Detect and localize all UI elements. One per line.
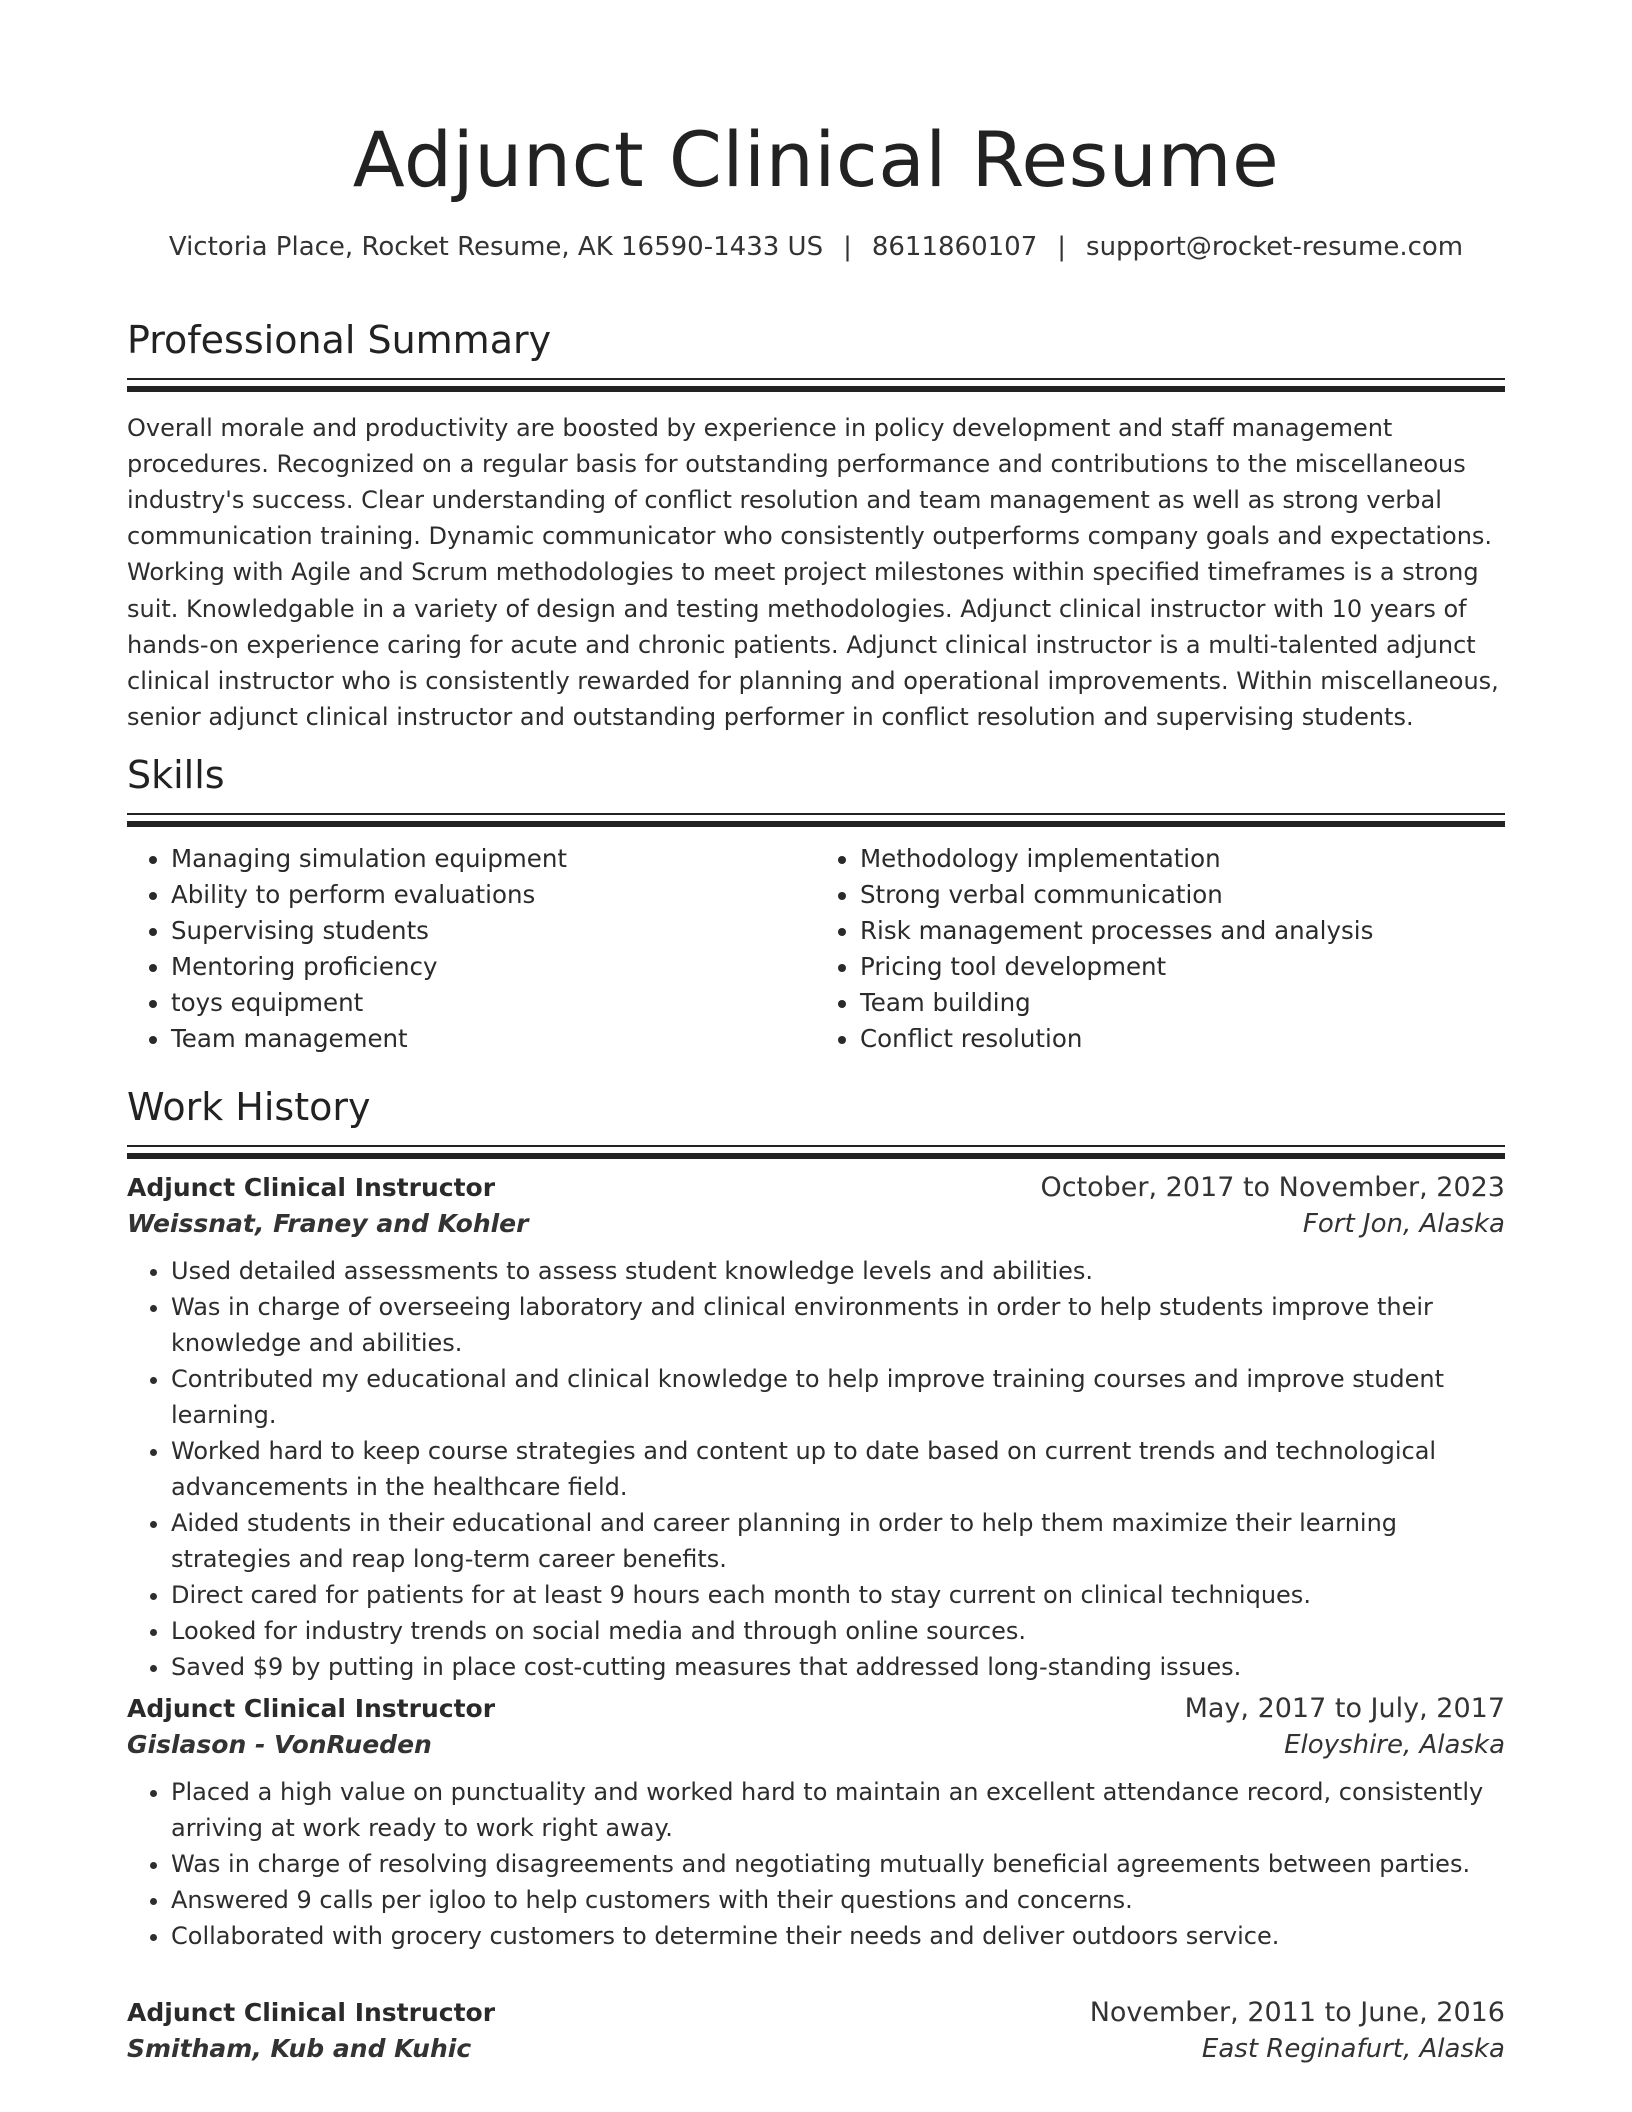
job-header <box>127 1997 1505 2028</box>
job-subheader <box>127 1209 1505 1239</box>
job-title: Adjunct Clinical Instructor <box>127 1694 496 1723</box>
work-history-section <box>127 1085 1505 1159</box>
contact-address: Victoria Place, Rocket Resume, AK 16590-1433 US <box>168 231 824 262</box>
job-location: Eloyshire, Alaska <box>1284 1730 1505 1760</box>
contact-separator: | <box>843 231 852 262</box>
section-divider <box>127 378 1505 392</box>
job-bullet: • Was in charge of resolving disagreements and negotiating mutually beneficial agreements between parties. <box>171 1846 1505 1882</box>
job-entry <box>127 1693 1505 1954</box>
skill-item: • Managing simulation equipment <box>171 841 816 877</box>
job-entry <box>127 1997 1505 2064</box>
job-bullet: • Answered 9 calls per igloo to help customers with their questions and concerns. <box>171 1882 1505 1918</box>
job-bullet: • Saved $9 by putting in place cost-cutting measures that addressed long-standing issues. <box>171 1649 1505 1685</box>
job-entry <box>127 1172 1505 1685</box>
job-bullet: • Worked hard to keep course strategies and content up to date based on current trends and technological advancements in the healthcare field. <box>171 1433 1505 1505</box>
job-bullet: • Looked for industry trends on social media and through online sources. <box>171 1613 1505 1649</box>
job-bullet: • Collaborated with grocery customers to determine their needs and deliver outdoors service. <box>171 1918 1505 1954</box>
skill-item: • Pricing tool development <box>860 949 1505 985</box>
job-header <box>127 1172 1505 1203</box>
section-divider <box>127 1145 1505 1159</box>
work-history-heading: Work History <box>127 1085 371 1129</box>
job-bullet: • Used detailed assessments to assess student knowledge levels and abilities. <box>171 1253 1505 1289</box>
skill-item: • Strong verbal communication <box>860 877 1505 913</box>
skill-item: • toys equipment <box>171 985 816 1021</box>
skill-item: • Mentoring proficiency <box>171 949 816 985</box>
skill-item: • Team management <box>171 1021 816 1057</box>
job-company: Weissnat, Franey and Kohler <box>127 1209 529 1238</box>
contact-phone: 8611860107 <box>871 231 1038 262</box>
job-company: Gislason - VonRueden <box>127 1730 432 1759</box>
skill-item: • Risk management processes and analysis <box>860 913 1505 949</box>
summary-text: Overall morale and productivity are boosted by experience in policy development and staff management procedures. Recognized on a regular basis for outstanding performance and contributions to the miscellaneous industry's success. Clear understanding of conflict resolution and team management as well as strong verbal communication training. Dynamic communicator who consistently outperforms company goals and expectations. Working with Agile and Scrum methodologies to meet project milestones within specified timeframes is a strong suit. Knowledgable in a variety of design and testing methodologies. Adjunct clinical instructor with 10 years of hands-on experience caring for acute and chronic patients. Adjunct clinical instructor is a multi-talented adjunct clinical instructor who is consistently rewarded for planning and operational improvements. Within miscellaneous, senior adjunct clinical instructor and outstanding performer in conflict resolution and supervising students. <box>127 413 1499 732</box>
job-title: Adjunct Clinical Instructor <box>127 1173 496 1202</box>
skills-list-left <box>127 841 816 1057</box>
job-bullet: • Placed a high value on punctuality and worked hard to maintain an excellent attendance record, consistently arriving at work ready to work right away. <box>171 1774 1505 1846</box>
job-bullet: • Was in charge of overseeing laboratory and clinical environments in order to help students improve their knowledge and abilities. <box>171 1289 1505 1361</box>
job-header <box>127 1693 1505 1724</box>
skills-section <box>127 753 1505 1057</box>
skill-item: • Team building <box>860 985 1505 1021</box>
job-title: Adjunct Clinical Instructor <box>127 1998 496 2027</box>
job-bullet: • Direct cared for patients for at least 9 hours each month to stay current on clinical techniques. <box>171 1577 1505 1613</box>
contact-line <box>127 232 1505 262</box>
resume-title: Adjunct Clinical Resume <box>352 115 1280 204</box>
contact-email: support@rocket-resume.com <box>1086 231 1464 262</box>
summary-section <box>127 318 1505 735</box>
job-bullet: • Contributed my educational and clinical knowledge to help improve training courses and improve student learning. <box>171 1361 1505 1433</box>
skill-item: • Conflict resolution <box>860 1021 1505 1057</box>
job-dates: November, 2011 to June, 2016 <box>1089 1997 1505 2028</box>
job-dates: May, 2017 to July, 2017 <box>1184 1693 1505 1724</box>
job-dates: October, 2017 to November, 2023 <box>1040 1172 1505 1203</box>
skill-item: • Methodology implementation <box>860 841 1505 877</box>
skill-item: • Ability to perform evaluations <box>171 877 816 913</box>
skill-item: • Supervising students <box>171 913 816 949</box>
skills-heading: Skills <box>127 753 225 797</box>
job-bullets <box>127 1774 1505 1954</box>
skills-list-right <box>816 841 1505 1057</box>
summary-heading: Professional Summary <box>127 318 552 362</box>
job-company: Smitham, Kub and Kuhic <box>127 2034 472 2063</box>
section-divider <box>127 813 1505 827</box>
job-bullet: • Aided students in their educational and career planning in order to help them maximize their learning strategies and reap long-term career benefits. <box>171 1505 1505 1577</box>
job-location: Fort Jon, Alaska <box>1302 1209 1505 1239</box>
job-location: East Reginafurt, Alaska <box>1201 2034 1505 2064</box>
job-subheader <box>127 1730 1505 1760</box>
skills-columns <box>127 841 1505 1057</box>
job-subheader <box>127 2034 1505 2064</box>
job-bullets <box>127 1253 1505 1685</box>
contact-separator: | <box>1057 231 1067 262</box>
